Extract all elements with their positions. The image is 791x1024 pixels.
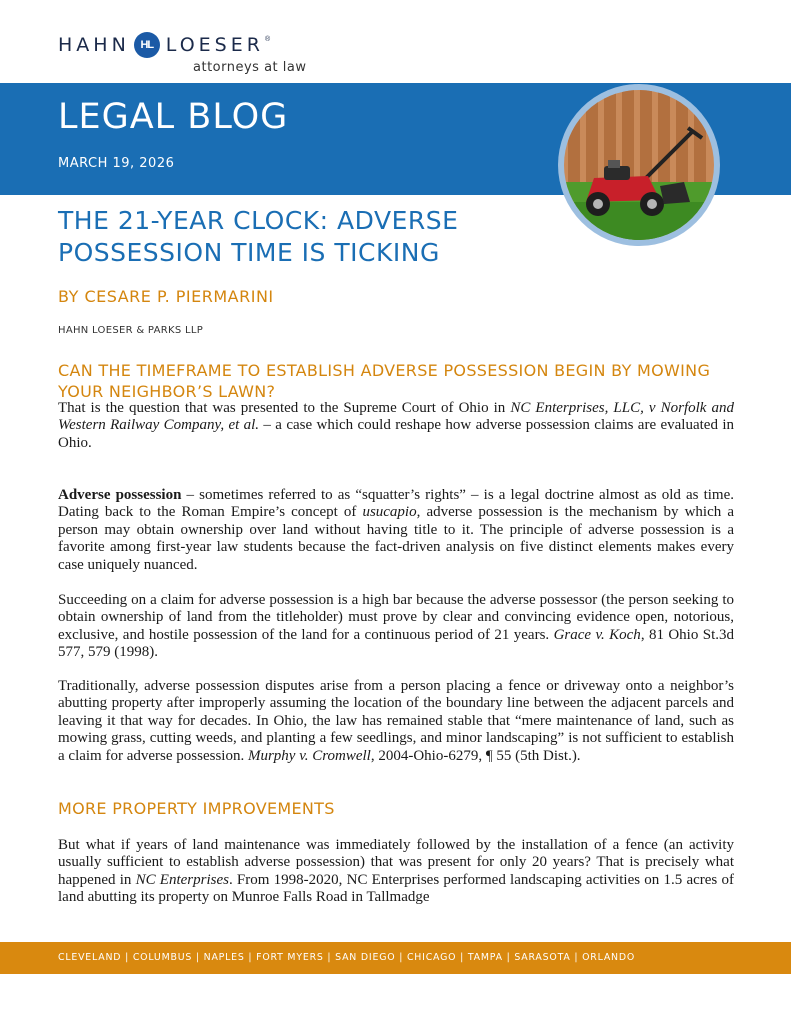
paragraph-definition [58,487,734,574]
lawn-mower-illustration-icon [564,90,714,240]
article-title-line-2: POSSESSION TIME IS TICKING [58,238,440,267]
paragraph-definition-text-b: – sometimes referred to as “squatter’s rights” – is a legal doctrine almost as old as time. Dating back to the Roman Empire’s concept of [58,487,734,521]
firm-logo [58,30,328,80]
article-title [58,205,578,269]
banner-title: LEGAL BLOG [58,97,289,137]
paragraph-traditional-text-a: Traditionally, adverse possession disputes arise from a person placing a fence or driveway onto a neighbor’s abutting property after improperly assuming the location of the boundary line between the adjacent parcels and leaving it that way for decades. In Ohio, the law has remained stable that “mere maintenance of land, such as mowing grass, cutting weeds, and planting a few seedlings, and minor landscaping” is not sufficient to establish a claim for adverse possession. [58,678,734,764]
paragraph-definition-text-d: , adverse possession is the mechanism by which a person may obtain ownership over land without having title to it. The principle of adverse possession is a favorite among first-year law students because the fact-driven analysis on five distinct elements makes every case uniquely nuanced. [58,504,734,573]
term-adverse-possession: Adverse possession [58,487,182,503]
logo-word-right: LOESER [165,34,264,56]
banner-date: MARCH 19, 2026 [58,156,175,171]
paragraph-traditional [58,678,734,765]
paragraph-intro-text-a: That is the question that was presented to the Supreme Court of Ohio in [58,400,511,416]
footer-bar [0,942,791,974]
case-citation-grace-v-koch: Grace v. Koch [553,626,641,643]
paragraph-burden-text-c: , 81 Ohio St.3d 577, 579 (1998). [58,626,735,661]
paragraph-intro-text-c: – a case which could reshape how adverse possession claims are evaluated in Ohio. [58,417,734,451]
logo-registered-mark: ® [264,36,271,43]
case-citation-nc-enterprises-short: NC Enterprises [135,871,229,888]
footer-office-locations: CLEVELAND | COLUMBUS | NAPLES | FORT MYERS | SAN DIEGO | CHICAGO | TAMPA | SARASOTA | ORLANDO [58,952,636,963]
section-heading-timeframe: CAN THE TIMEFRAME TO ESTABLISH ADVERSE POSSESSION BEGIN BY MOWING YOUR NEIGHBOR’S LAWN? [58,361,711,401]
lawn-mower-photo [558,84,720,246]
article-title-line-1: THE 21-YEAR CLOCK: ADVERSE [58,206,459,235]
paragraph-traditional-text-c: , 2004-Ohio-6279, ¶ 55 (5th Dist.). [370,747,581,764]
paragraph-improvements-text-a: But what if years of land maintenance was immediately followed by the installation of a fence (an activity usually sufficient to establish adverse possession) that was present for only 20 years? That is precisely what happened in [58,837,734,888]
paragraph-intro [58,400,734,452]
paragraph-burden [58,592,734,662]
logo-word-left: HAHN [58,34,130,56]
term-usucapio: usucapio [362,504,417,521]
case-citation-nc-enterprises: NC Enterprises, LLC, v Norfolk and Western Railway Company, et al. [58,400,734,434]
section-heading-improvements: MORE PROPERTY IMPROVEMENTS [58,799,335,818]
case-citation-murphy-v-cromwell: Murphy v. Cromwell [247,747,371,764]
logo-mark-icon: HL [134,32,160,58]
paragraph-improvements [58,837,734,907]
paragraph-improvements-text-c: . From 1998-2020, NC Enterprises performed landscaping activities on 1.5 acres of land abutting its property on Munroe Falls Road in Tallmadge [58,871,734,906]
article-author: BY CESARE P. PIERMARINI [58,287,274,306]
paragraph-burden-text-a: Succeeding on a claim for adverse possession is a high bar because the adverse possessor (the person seeking to obtain ownership of land from the titleholder) must prove by clear and convincing evidence open, notorious, exclusive, and hostile possession of the land for a continuous period of 21 years. [58,592,734,643]
firm-name: HAHN LOESER & PARKS LLP [58,325,204,336]
logo-tagline: attorneys at law [193,60,307,75]
